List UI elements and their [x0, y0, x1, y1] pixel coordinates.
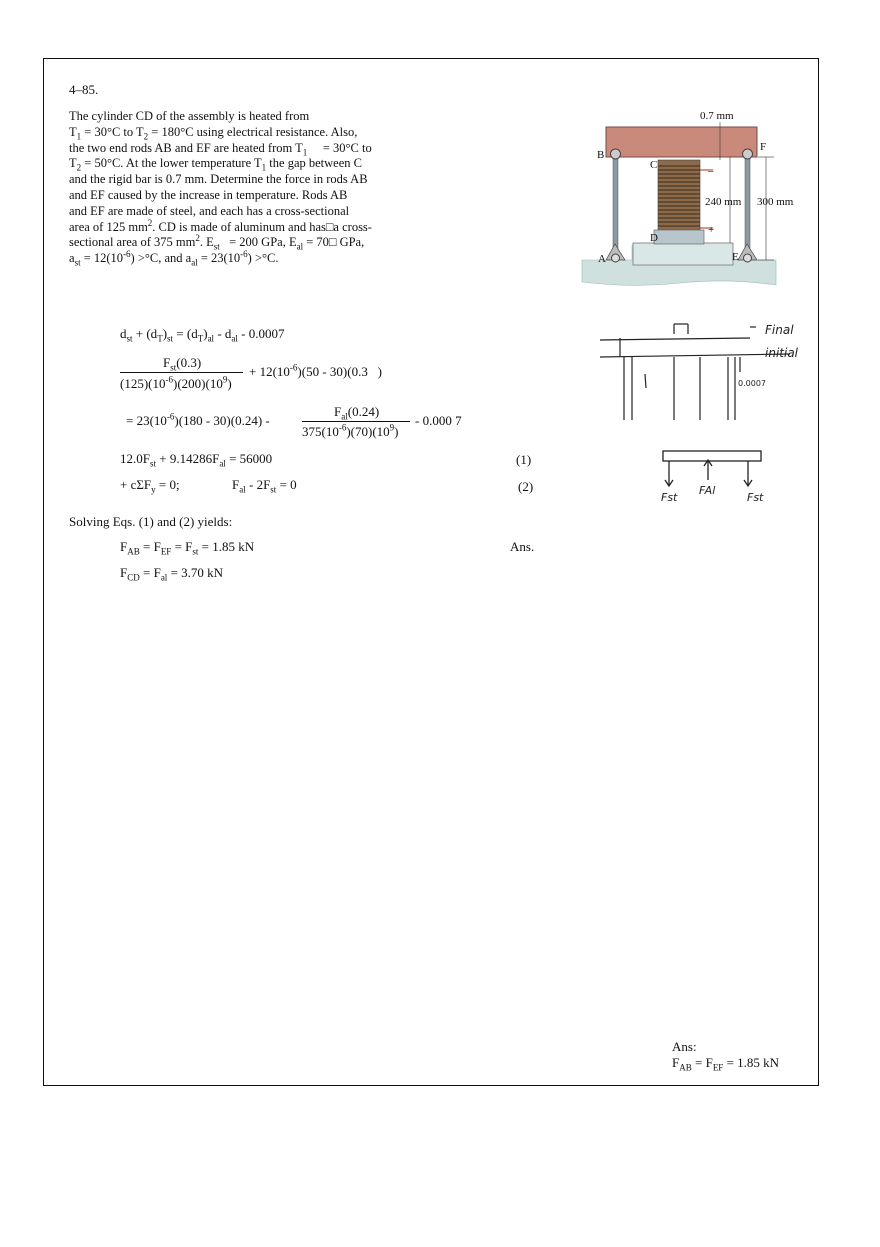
final-answer-value: $F_{AB} = F_{EF} = 1.85$ kN	[672, 1055, 780, 1073]
pin-f	[743, 149, 753, 159]
fbd-fst-right: Fst	[747, 491, 764, 504]
dim-240-label: 240 mm	[705, 196, 742, 208]
statement-line-5: and the rigid bar is 0.7 mm. Determine the force in rods AB	[69, 172, 368, 187]
point-a-label: A	[598, 253, 606, 265]
final-answer-label: Ans:	[672, 1039, 697, 1054]
deformation-sketch	[590, 312, 820, 427]
fraction1-bar	[120, 372, 243, 373]
equation-line2-lead: = $23(10^{-6})(180 - 30)(0.24)$ -	[126, 411, 270, 428]
statement-line-4: $T_2 = 50^\circ C$. At the lower temperature $T_1$ the gap between C	[69, 156, 362, 173]
point-b-label: B	[597, 149, 605, 161]
point-c-label: C	[650, 159, 658, 171]
statement-line-3: the two end rods AB and EF are heated from $T_1$ = 30°C to	[69, 140, 372, 158]
fbd-fst-left: Fst	[661, 491, 678, 504]
statement-line-2: $T_1 = 30^\circ C$ to $T_2 = 180^\circ C$ using electrical resistance. Also,	[69, 124, 358, 142]
statement-line-6: and EF caused by the increase in temperature. Rods AB	[69, 187, 348, 202]
pin-e	[744, 254, 752, 262]
statement-line-9: sectional area of 375 $mm^2$. $E_{st} = 200$ GPa, $E_{al}$ = 70□ GPa,	[69, 233, 365, 252]
fraction1-denominator: $(125)(10^{-6})(200)(10^9)$	[120, 374, 232, 391]
cylinder-base	[654, 230, 704, 244]
rod-ab	[613, 157, 618, 252]
equation-1: $12.0F_{st} + 9.14286F_{al} = 56000$	[120, 451, 273, 469]
rod-ef	[745, 157, 750, 252]
point-d-label: D	[650, 232, 658, 244]
point-e-label: E	[732, 251, 739, 263]
equation-2-right: $F_{al} - 2F_{st} = 0$	[232, 477, 297, 495]
base-block	[633, 243, 733, 265]
dim-300-label: 300 mm	[757, 196, 794, 208]
equation-2-number: (2)	[518, 479, 534, 494]
plus-sign: +	[708, 224, 715, 236]
cylinder-cd	[658, 160, 700, 232]
pin-b	[611, 149, 621, 159]
problem-statement	[69, 109, 382, 267]
statement-line-1: The cylinder CD of the assembly is heated from	[69, 109, 310, 123]
problem-number: 4–85.	[69, 82, 99, 97]
gap-label: 0.7 mm	[700, 110, 734, 122]
point-f-label: F	[760, 141, 767, 153]
equation-1-number: (1)	[516, 452, 532, 467]
rigid-bar	[606, 127, 757, 157]
compatibility-equation: $d_{st} + (d_T)_{st} = (d_T)_{al} - d_{al} - 0.0007$	[120, 326, 285, 344]
result-2: $F_{CD} = F_{al} = 3.70$ kN	[120, 565, 224, 583]
sketch-initial-label: initial	[765, 346, 798, 360]
ans-label: Ans.	[510, 539, 535, 554]
statement-line-7: and EF are made of steel, and each has a cross-sectional	[69, 203, 350, 218]
fbd-fal: FAl	[699, 484, 716, 497]
fraction2-numerator: $F_{al}(0.24)$	[334, 404, 380, 422]
minus-sign: –	[708, 165, 714, 177]
pin-a	[612, 254, 620, 262]
fraction2-denominator: $375(10^{-6})(70)(10^9)$	[302, 422, 399, 439]
equation-line2-tail: - 0.000 7	[415, 413, 462, 428]
equation-line1-tail: + $12(10^{-6})(50 - 30)(0.3$ )	[249, 362, 382, 379]
statement-line-8: area of 125 $mm^2$. CD is made of aluminum and has□a cross-	[69, 217, 372, 234]
result-1: $F_{AB} = F_{EF} = F_{st} = 1.85$ kN	[120, 539, 255, 557]
assembly-figure	[580, 100, 800, 290]
solution-intro: Solving Eqs. (1) and (2) yields:	[69, 514, 233, 529]
statement-line-10: $a_{st} = 12(10^{-6}) >^\circ C$, and $a_{al} = 23(10^{-6}) >^\circ C$.	[69, 249, 279, 268]
sketch-final-label: Final	[765, 323, 794, 337]
fraction1-numerator: $F_{st}(0.3)$	[163, 355, 202, 373]
equation-2-left: + cΣF$_y$ = 0;	[120, 477, 180, 495]
free-body-sketch	[655, 448, 775, 508]
sketch-gap-label: 0.0007	[738, 379, 766, 388]
